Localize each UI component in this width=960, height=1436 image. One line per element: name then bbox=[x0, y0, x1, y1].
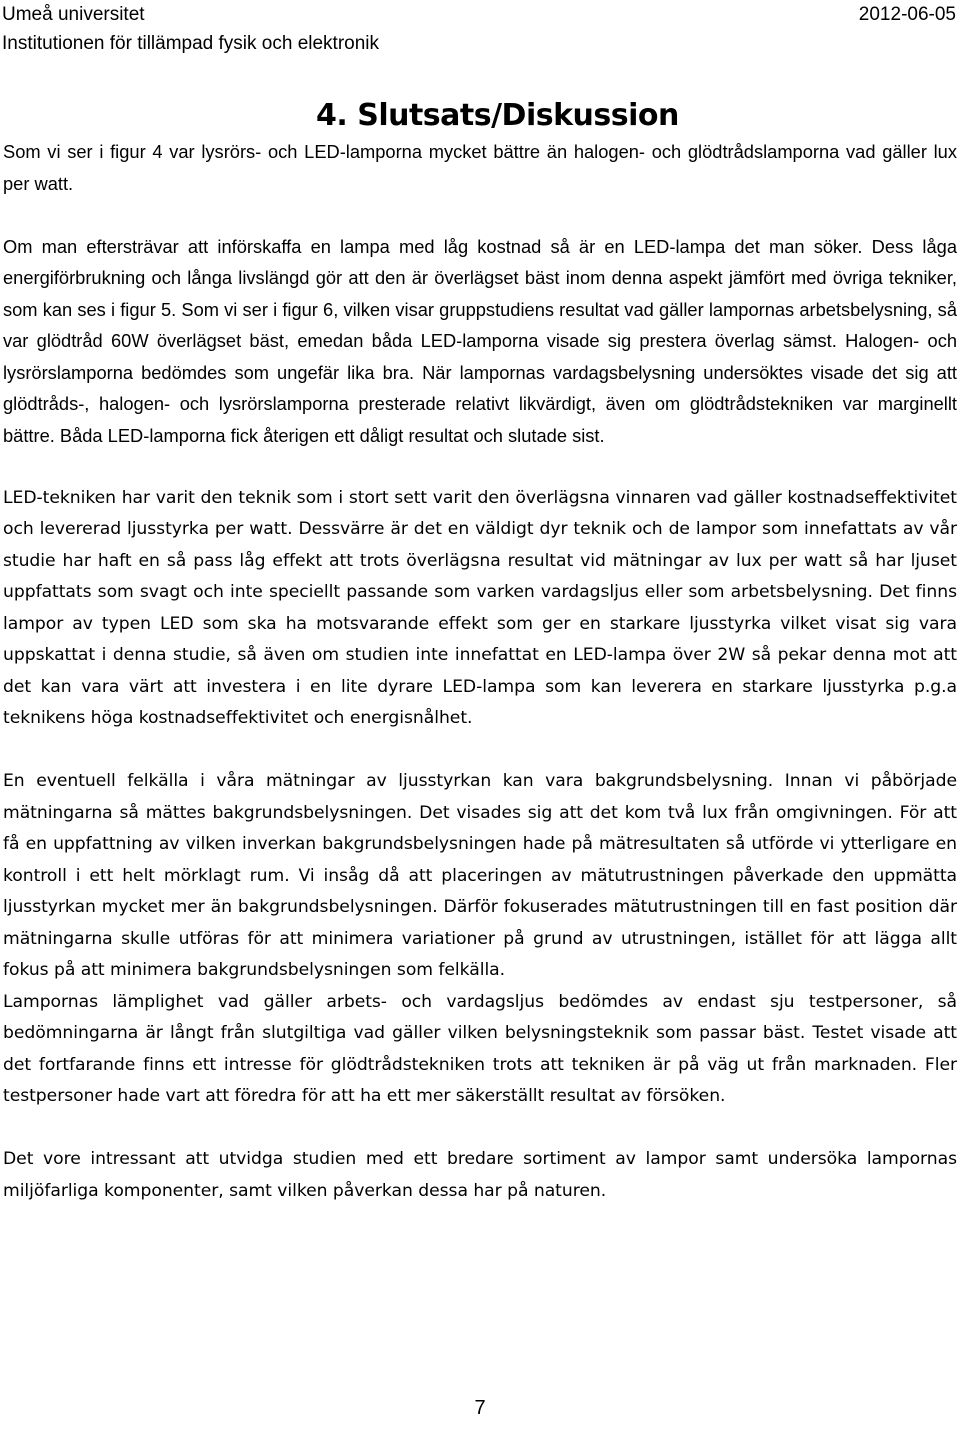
paragraph-led-technology: LED-tekniken har varit den teknik som i stort sett varit den överlägsna vinnaren vad gäller kostnadseffektivitet och levererad ljusstyrka per watt. Dessvärre är det en väldigt dyr teknik och de lampor som innefattats av vår studie har haft en så pass låg effekt att trots överlägsna resultat vid mätningar av lux per watt så har ljuset uppfattats som svagt och inte speciellt passande som varken vardagsljus eller som arbetsbelysning. Det finns lampor av typen LED som ska ha motsvarande effekt som ger en starkare ljusstyrka vilket visat sig vara uppskattat i denna studie, så även om studien inte innefattat en LED-lampa över 2W så pekar denna mot att det kan vara värt att investera i en lite dyrare LED-lampa som kan leverera en starkare ljusstyrka p.g.a teknikens höga kostnadseffektivitet och energisnålhet. bbox=[3, 487, 957, 728]
section-title: 4. Slutsats/Diskussion bbox=[316, 98, 679, 134]
paragraph-cost: Om man eftersträvar att införskaffa en lampa med låg kostnad så är en LED-lampa det man söker. Dess låga energiförbrukning och långa livslängd gör att den är överlägset bäst inom denna aspekt jämfört med övriga tekniker, som kan ses i figur 5. Som vi ser i figur 6, vilken visar gruppstudiens resultat vad gäller lampornas arbetsbelysning, så var glödtråd 60W överlägset bäst, emedan båda LED-lamporna visade sig prestera överlag sämst. Halogen- och lysrörslamporna bedömdes som ungefär lika bra. När lampornas vardagsbelysning undersöktes visade det sig att glödtråds-, halogen- och lysrörslamporna presterade relativt likvärdigt, även om glödtrådstekniken var marginellt bättre. Båda LED-lamporna fick återigen ett dåligt resultat och slutade sist. bbox=[3, 235, 957, 446]
paragraph-error-source: En eventuell felkälla i våra mätningar av ljusstyrkan kan vara bakgrundsbelysning. Innan vi påbörjade mätningarna så mättes bakgrundsbelysningen. Det visades sig att det kom två lux från omgivningen. För att få en uppfattning av vilken inverkan bakgrundsbelysningen hade på mätresultaten så utförde vi ytterligare en kontroll i ett helt mörklagt rum. Vi insåg då att placeringen av mätutrustningen påverkade den uppmätta ljusstyrkan mycket mer än bakgrundsbelysningen. Därför fokuserades mätutrustningen till en fast position där mätningarna skulle utföras för att minimera variationer på grund av utrustningen, istället för att lägga allt fokus på att minimera bakgrundsbelysningen som felkälla. bbox=[3, 771, 957, 980]
paragraph-future-study: Det vore intressant att utvidga studien med ett bredare sortiment av lampor samt undersöka lampornas miljöfarliga komponenter, samt vilken påverkan dessa har på naturen. bbox=[3, 1149, 957, 1201]
paragraph-figure-4: Som vi ser i figur 4 var lysrörs- och LED-lamporna mycket bättre än halogen- och glödtrådslamporna vad gäller lux per watt. bbox=[3, 141, 957, 194]
page-header bbox=[2, 0, 956, 58]
document-date: 2012-06-05 bbox=[858, 4, 956, 25]
institution-name: Umeå universitet bbox=[2, 4, 145, 25]
page-number: 7 bbox=[474, 1397, 486, 1419]
paragraph-test-persons: Lampornas lämplighet vad gäller arbets- och vardagsljus bedömdes av endast sju testpersoner, så bedömningarna är långt från slutgiltiga vad gäller vilken belysningsteknik som passar bäst. Testet visade att det fortfarande finns ett intresse för glödtrådstekniken trots att tekniken är på väg ut från marknaden. Fler testpersoner hade vart att föredra för att ha ett mer säkerställt resultat av försöken. bbox=[3, 991, 957, 1106]
body-text bbox=[3, 136, 957, 1207]
department-name: Institutionen för tillämpad fysik och elektronik bbox=[2, 33, 380, 54]
